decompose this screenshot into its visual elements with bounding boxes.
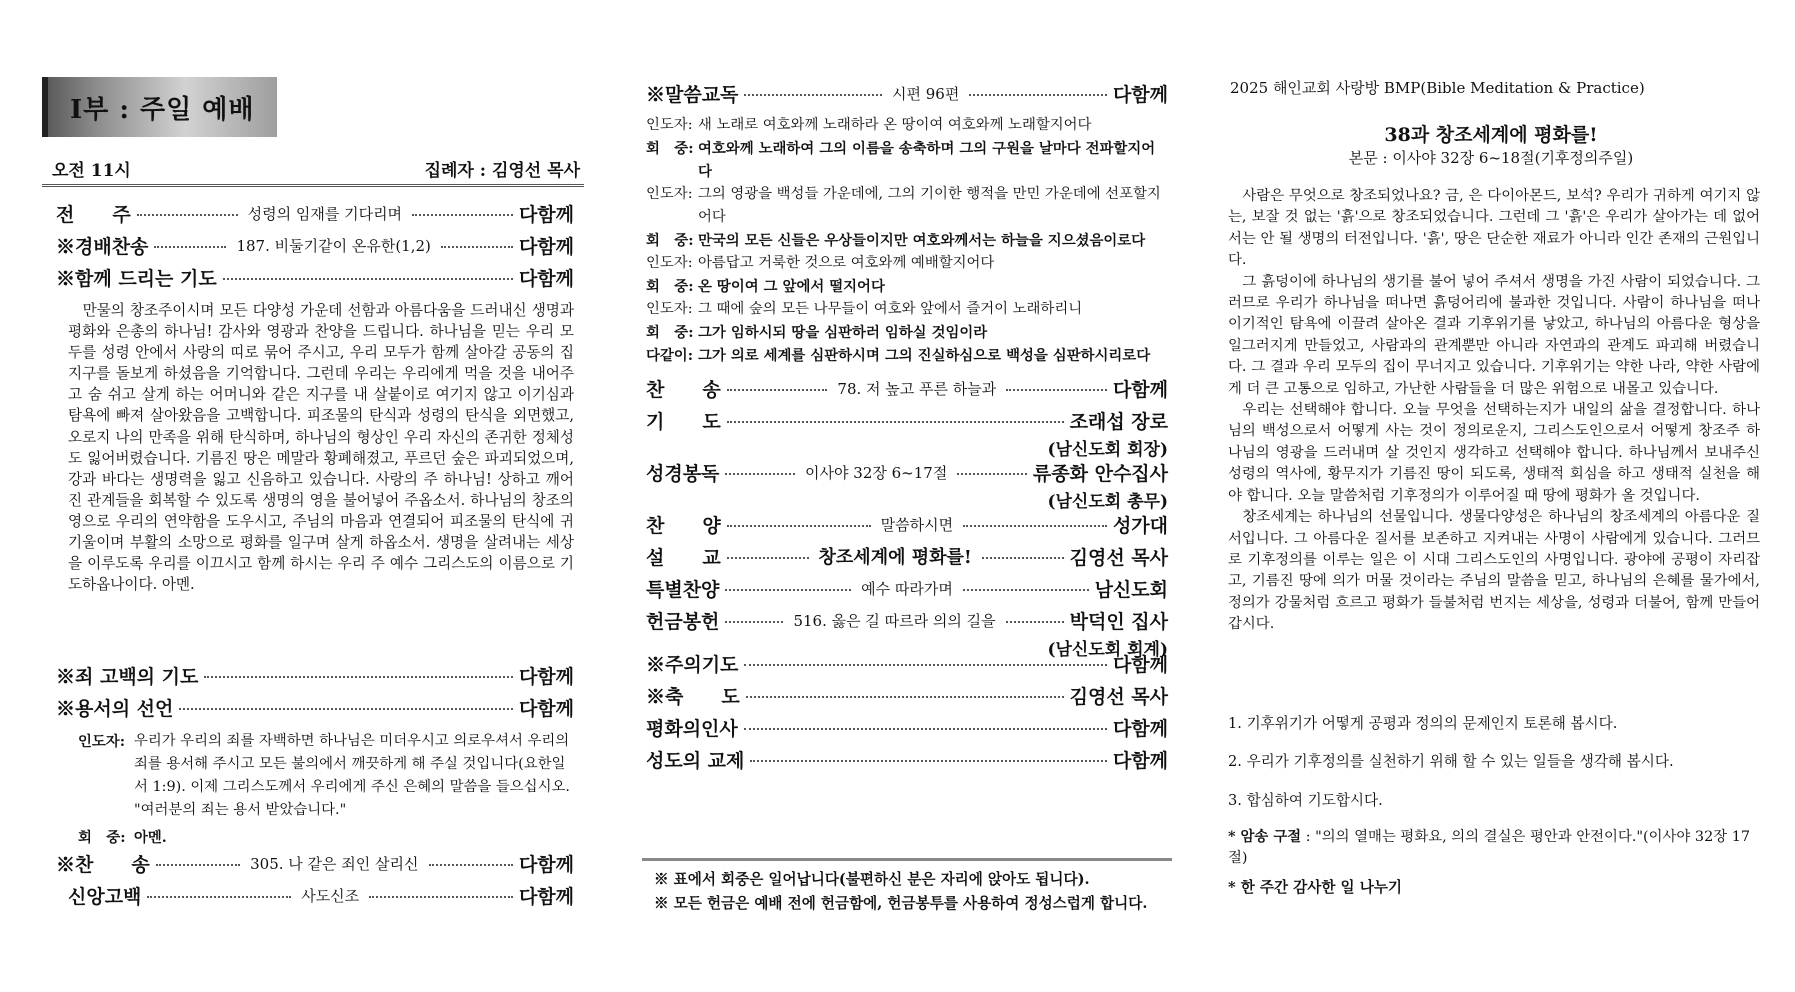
order-label: 찬 송 <box>646 378 721 401</box>
order-detail: 187. 비둘기같이 온유한(1,2) <box>236 236 431 255</box>
responsive-text: 여호와께 노래하여 그의 이름을 송축하며 그의 구원을 날마다 전파할지어다 <box>698 140 1156 180</box>
order-label: 찬 양 <box>646 514 721 537</box>
responsive-line <box>646 298 1166 321</box>
absolution-dialogue <box>78 730 578 849</box>
order-item <box>646 457 1168 487</box>
responsive-line <box>646 183 1166 229</box>
order-person: 조래섭 장로 <box>1069 410 1168 433</box>
order-detail: 516. 옳은 길 따르라 의의 길을 <box>793 611 996 630</box>
speaker: 인도자: <box>646 301 693 317</box>
order-person: 남신도회 <box>1094 578 1168 601</box>
responsive-reading-text <box>646 114 1166 367</box>
responsive-text: 새 노래로 여호와께 노래하라 온 땅이여 여호와께 노래할지어다 <box>698 117 1092 133</box>
order-item <box>646 509 1168 539</box>
responsive-line <box>646 114 1166 137</box>
order-detail: 예수 따라가며 <box>861 579 953 598</box>
dialogue-line <box>78 826 578 849</box>
dialogue-text: 우리가 우리의 죄를 자백하면 하나님은 미더우시고 의로우셔서 우리의 죄를 용서해 주시고 모든 불의에서 깨끗하게 해 주실 것입니다(요한일서 1:9). 이제 그리스도께서 우리에게 주신 은혜의 말씀을 들으십시오. "여러분의 죄는 용서 받았습니다." <box>134 733 570 818</box>
speaker: 회 중: <box>78 829 126 846</box>
order-item <box>646 405 1168 435</box>
dialogue-line <box>78 730 578 822</box>
discussion-question: 3. 합심하여 기도합시다. <box>1228 792 1383 809</box>
lesson-body <box>1228 186 1760 636</box>
order-detail: 사도신조 <box>301 886 360 905</box>
service-leader: 집례자 : 김영선 목사 <box>424 161 580 181</box>
lesson-paragraph: 우리는 선택해야 합니다. 오늘 무엇을 선택하는지가 내일의 삶을 결정합니다. 하나님의 백성으로서 어떻게 사는 것이 정의로운지, 그리스도인으로서 어떻게 창조주 하나님의 영광을 드러내며 살 것인지 생각하고 선택해야 합니다. 하나님께서 보내주신 성령의 역사에, 황무지가 기름진 땅이 되도록, 생태적 회심을 하고 생태적 실천을 해야 합니다. 오늘 말씀처럼 기후정의가 이루어질 때 땅에 평화가 올 것입니다. <box>1228 402 1760 504</box>
note-line: ※ 표에서 회중은 일어납니다(불편하신 분은 자리에 앉아도 됩니다). <box>654 871 1090 888</box>
order-item-hymn <box>56 230 574 260</box>
order-item-confession <box>56 660 574 690</box>
discussion-question: 1. 기후위기가 어떻게 공평과 정의의 문제인지 토론해 봅시다. <box>1228 715 1618 732</box>
order-label: 성도의 교제 <box>646 749 745 772</box>
memory-verse-text: : "의의 열매는 평화요, 의의 결실은 평안과 안전이다."(이사야 32장 17절) <box>1228 829 1751 866</box>
order-person: 다함께 <box>1112 378 1169 401</box>
order-person: 다함께 <box>518 697 574 720</box>
order-person: 다함께 <box>518 267 574 290</box>
speaker: 회 중: <box>646 140 694 157</box>
section-banner <box>42 77 277 137</box>
responsive-line <box>646 229 1166 252</box>
order-item <box>646 744 1168 774</box>
order-person: 성가대 <box>1112 514 1169 537</box>
memory-verse <box>1228 826 1758 869</box>
order-label: ※주의기도 <box>646 653 739 676</box>
order-label: ※용서의 선언 <box>56 697 174 720</box>
section-title: I부 : 주일 예배 <box>70 95 255 125</box>
order-detail: 이사야 32장 6~17절 <box>805 463 948 482</box>
responsive-line <box>646 252 1166 275</box>
order-label: 헌금봉헌 <box>646 610 720 633</box>
speaker: 인도자: <box>646 117 693 133</box>
service-time: 오전 11시 <box>52 161 131 181</box>
responsive-text: 그가 임하시되 땅을 심판하러 임하실 것임이라 <box>698 324 988 341</box>
discussion-question: 2. 우리가 기후정의를 실천하기 위해 할 수 있는 일들을 생각해 봅시다. <box>1228 753 1674 770</box>
order-item <box>646 605 1168 635</box>
order-label: ※함께 드리는 기도 <box>56 267 217 290</box>
lesson-paragraph: 사람은 무엇으로 창조되었나요? 금, 은 다이아몬드, 보석? 우리가 귀하게 여기지 않는, 보잘 것 없는 '흙'으로 창조되었습니다. 그런데 그 '흙'은 우리가 살아가는 데 없어서는 안 될 생명의 터전입니다. '흙', 땅은 단순한 재료가 아니라 인간 존재의 근원입니다. <box>1228 188 1760 269</box>
order-item <box>646 541 1168 571</box>
order-person: 류종화 안수집사 <box>1032 462 1169 485</box>
order-label: ※경배찬송 <box>56 235 149 258</box>
order-detail: 말씀하시면 <box>880 515 954 534</box>
order-label: ※찬 송 <box>56 853 150 876</box>
order-item-absolution <box>56 692 574 722</box>
responsive-text: 만국의 모든 신들은 우상들이지만 여호와께서는 하늘을 지으셨음이로다 <box>698 232 1146 249</box>
order-person: 다함께 <box>518 665 574 688</box>
order-person: 박덕인 집사 <box>1069 610 1169 633</box>
order-person: 다함께 <box>518 885 575 908</box>
order-label: 평화의인사 <box>646 717 738 740</box>
service-notes <box>654 868 1172 916</box>
order-person: 다함께 <box>518 203 574 226</box>
speaker: 인도자: <box>646 255 693 271</box>
order-item-creed <box>68 880 574 910</box>
order-item <box>646 648 1168 678</box>
order-item-prayer <box>56 262 574 292</box>
order-label: ※축 도 <box>646 685 740 708</box>
order-detail: 시편 96편 <box>892 84 960 103</box>
order-label: 신앙고백 <box>68 885 142 908</box>
divider <box>642 858 1172 861</box>
order-person-role: (남신도회 회계) <box>1047 640 1168 660</box>
order-item <box>646 712 1168 742</box>
order-person-role: (남신도회 총무) <box>1047 492 1168 512</box>
order-item-prelude <box>56 198 574 228</box>
order-person: 김영선 목사 <box>1069 685 1168 708</box>
order-person: 다함께 <box>1112 717 1168 740</box>
service-info-line <box>42 150 584 187</box>
responsive-text: 온 땅이여 그 앞에서 떨지어다 <box>698 278 885 295</box>
lesson-paragraph: 그 흙덩이에 하나님의 생기를 불어 넣어 주셔서 생명을 가진 사람이 되었습니다. 그러므로 우리가 하나님을 떠나면 흙덩어리에 불과한 것입니다. 사람이 하나님을 떠나 이기적인 탐욕에 이끌려 살아온 결과 기후위기를 낳았고, 하나님의 아름다운 형상을 일그러지게 만들었고, 사람과의 관계뿐만 아니라 자연과의 관계도 파괴해 버렸습니다. 그 결과 우리 모두의 집이 무너지고 있습니다. 기후위기는 약한 나라, 약한 사람에게 더 큰 고통으로 임하고, 가난한 사람들을 더 많은 위험으로 내몰고 있습니다. <box>1228 273 1760 397</box>
order-detail: 창조세계에 평화를! <box>818 547 972 568</box>
order-person: 다함께 <box>1112 749 1168 772</box>
order-label: 설 교 <box>646 546 721 569</box>
lesson-paragraph: 창조세계는 하나님의 선물입니다. 생물다양성은 하나님의 창조세계의 아름다운 질서입니다. 그 아름다운 질서를 보존하고 지켜내는 사명이 사람에게 있습니다. 그러므로 기후정의를 이루는 일은 이 시대 그리스도인의 사명입니다. 광야에 공평이 자리잡고, 기름진 땅에 의가 머물 것이라는 주님의 말씀을 믿고, 하나님의 은혜를 물가에서, 정의가 강물처럼 흐르고 평화가 들불처럼 번지는 세상을, 성령과 더불어, 함께 만들어 갑시다. <box>1228 509 1760 633</box>
order-person: 다함께 <box>1112 653 1168 676</box>
order-detail: 78. 저 높고 푸른 하늘과 <box>837 379 997 398</box>
speaker: 인도자: <box>646 186 693 202</box>
order-item <box>646 680 1168 710</box>
order-item <box>646 373 1168 403</box>
speaker: 회 중: <box>646 232 694 249</box>
responsive-text: 그가 의로 세계를 심판하시며 그의 진실하심으로 백성을 심판하시리로다 <box>698 347 1151 364</box>
responsive-line <box>646 275 1166 298</box>
order-label: 전 주 <box>56 203 131 226</box>
speaker: 다같이: <box>646 347 694 364</box>
order-item-responsive-reading <box>646 78 1168 108</box>
order-item-hymn-2 <box>56 848 574 878</box>
order-person: 김영선 목사 <box>1069 546 1169 569</box>
order-person-role: (남신도회 회장) <box>1047 440 1168 460</box>
memory-verse-label: * 암송 구절 <box>1228 828 1302 845</box>
order-label: ※죄 고백의 기도 <box>56 665 199 688</box>
study-header: 2025 해인교회 사랑방 BMP(Bible Meditation & Practice) <box>1230 79 1645 97</box>
common-prayer-text: 만물의 창조주이시며 모든 다양성 가운데 선함과 아름다움을 드러내신 생명과 평화와 은총의 하나님! 감사와 영광과 찬양을 드립니다. 하나님을 믿는 우리 모두를 성령 안에서 사랑의 띠로 묶어 주시고, 우리 모두가 함께 살아갈 공동의 집 지구를 돌보게 하셨음을 기억합니다. 그런데 우리는 우리에게 먹을 것을 내어주고 숨 쉬고 살게 하는 어머니와 같은 지구를 내 살붙이로 여기지 않고 이기심과 탐욕에 빠져 살아왔음을 고백합니다. 피조물의 탄식과 성령의 탄식을 외면했고, 오로지 나의 만족을 위해 탄식하며, 하나님의 형상인 우리 자신의 존귀한 정체성도 잃어버렸습니다. 기름진 땅은 메말라 황폐해졌고, 푸르던 숲은 파괴되었으며, 강과 바다는 생명력을 잃고 신음하고 있습니다. 사랑의 주 하나님! 상하고 깨어진 관계들을 회복할 수 있도록 생명의 영을 불어넣어 주옵소서. 하나님의 창조의 영으로 우리의 연약함을 도우시고, 주님의 마음과 연결되어 피조물의 탄식에 귀 기울이며 부활의 소망으로 평화를 일구며 살게 하옵소서. 생명을 살려내는 세상을 이루도록 우리를 이끄시고 함께 하시는 우리 주 예수 그리스도의 이름으로 기도하옵나이다. 아멘. <box>68 302 574 594</box>
lesson-scripture: 본문 : 이사야 32장 6~18절(기후정의주일) <box>1348 149 1634 167</box>
responsive-text: 아름답고 거룩한 것으로 여호와께 예배할지어다 <box>698 255 995 271</box>
lesson-title: 38과 창조세계에 평화를! <box>1384 124 1598 146</box>
order-label: 성경봉독 <box>646 462 720 485</box>
sharing-prompt: * 한 주간 감사한 일 나누기 <box>1228 879 1403 896</box>
note-line: ※ 모든 헌금은 예배 전에 헌금함에, 헌금봉투를 사용하여 정성스럽게 합니다. <box>654 895 1148 912</box>
dialogue-text: 아멘. <box>134 829 167 846</box>
speaker: 회 중: <box>646 324 694 341</box>
responsive-text: 그의 영광을 백성들 가운데에, 그의 기이한 행적을 만민 가운데에 선포할지어다 <box>698 186 1161 225</box>
responsive-line <box>646 344 1166 367</box>
order-label: ※말씀교독 <box>646 83 739 106</box>
order-person: 다함께 <box>518 235 574 258</box>
speaker: 회 중: <box>646 278 694 295</box>
responsive-text: 그 때에 숲의 모든 나무들이 여호와 앞에서 즐거이 노래하리니 <box>698 301 1083 317</box>
order-detail: 성령의 임재를 기다리며 <box>247 204 403 223</box>
order-person: 다함께 <box>518 853 574 876</box>
speaker: 인도자: <box>78 733 126 750</box>
order-label: 특별찬양 <box>646 578 720 601</box>
responsive-line <box>646 321 1166 344</box>
responsive-line <box>646 137 1166 183</box>
order-detail: 305. 나 같은 죄인 살리신 <box>250 854 419 873</box>
order-person: 다함께 <box>1112 83 1168 106</box>
order-item <box>646 573 1168 603</box>
order-label: 기 도 <box>646 410 721 433</box>
